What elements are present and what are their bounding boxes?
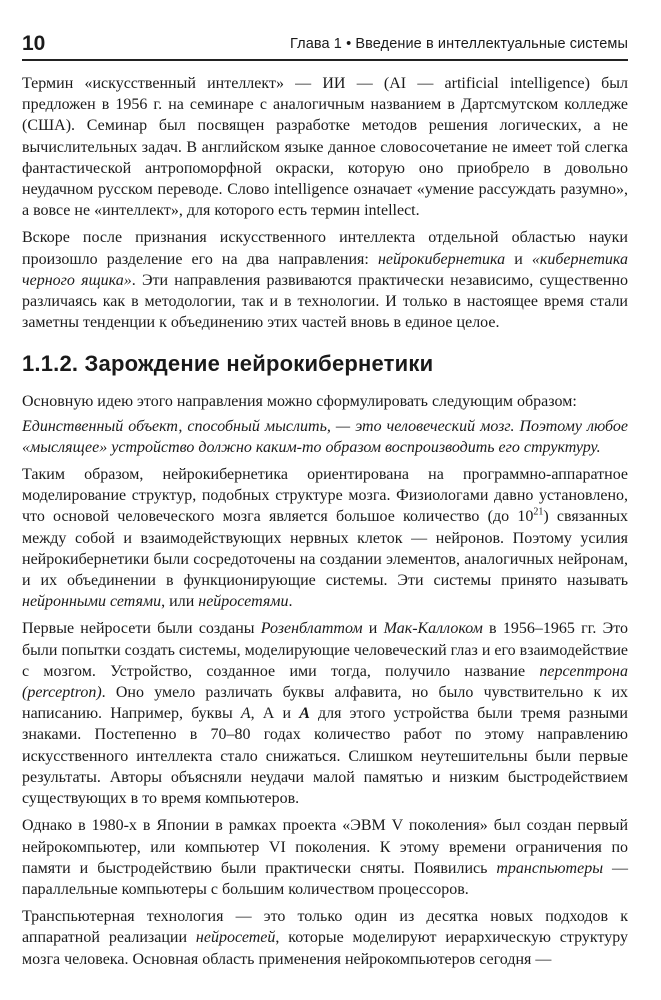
chapter-title: Глава 1 • Введение в интеллектуальные системы (290, 36, 628, 52)
paragraph-japan-project (22, 815, 628, 900)
text-run: Вскоре после признания искусственного интеллекта отдельной областью науки произошло разделение его на два направления: (22, 229, 628, 268)
term-transputers: транспьютеры (496, 859, 604, 877)
paragraph-main-idea: Основную идею этого направления можно сформулировать следующим образом: (22, 393, 577, 411)
letter-bold-italic-a: А (299, 705, 310, 723)
superscript-exponent: 21 (533, 507, 544, 519)
text-run: Однако в 1980-х в Японии в рамках проекта «ЭВМ V поколения» был создан первый нейрокомпьютер, или компьютер VI поколения. К этому времени ограничения по памяти и быстродействию были практически сняты. Появились (22, 817, 628, 877)
term-neuronets-2: нейросетей (195, 929, 276, 947)
name-rosenblatt: Розенблаттом (260, 620, 363, 638)
running-head (22, 30, 628, 58)
page-number: 10 (22, 32, 46, 55)
text-run: . Оно умело различать буквы алфавита, но было чувствительно к их написанию. Например, буквы (22, 684, 628, 723)
text-run: в 1956–1965 гг. Это были попытки создать системы, моделирующие человеческий глаз и его взаимодействие с мозгом. Устройство, созданное ими тогда, получило название (22, 620, 629, 680)
text-run: , которые моделируют иерархическую структуру мозга человека. Основная область применения нейрокомпьютеров сегодня — (22, 929, 628, 968)
header-rule (22, 59, 628, 61)
paragraph-two-directions (22, 227, 628, 333)
text-run: . Эти направления развиваются практически независимо, существенно различаясь как в методологии, так и в технологии. И только в настоящее время стали заметны тенденции к объединению этих частей вновь в единое целое. (22, 271, 629, 332)
text-run: , или (161, 593, 199, 611)
paragraph-brain-modeling (22, 464, 628, 612)
text-run: и (505, 250, 532, 268)
text-run: , А и (250, 705, 300, 723)
term-neurocybernetics: нейрокибернетика (377, 250, 506, 268)
book-page (22, 0, 628, 1000)
text-run: . (288, 593, 293, 611)
text-run: Транспьютерная технология — это только один из десятка новых подходов к аппаратной реализации (22, 908, 628, 947)
text-run: для этого устройства были тремя разными знаками. Постепенно в 70–80 годах количество работ по этому направлению искусственного интеллекта стало снижаться. Слишком неутешительны были первые результаты. Авторы объясняли неудачи малой памятью и низким быстродействием существующих в то время компьютеров. (22, 705, 628, 808)
term-neuronets: нейросетями (198, 593, 289, 611)
paragraph-first-networks (22, 618, 628, 809)
term-black-box: «кибернетика черного ящика» (22, 250, 628, 289)
letter-italic-a: А (240, 705, 251, 723)
text-run: — параллельные компьютеры с большим количеством процессоров. (22, 859, 628, 898)
text-run: и (362, 620, 384, 638)
term-neural-networks: нейронными сетями (22, 593, 162, 611)
text-run: Первые нейросети были созданы (22, 620, 261, 638)
paragraph-ai-term: Термин «искусственный интеллект» — ИИ — (AI — artificial intelligence) был предложен в 1956 г. на семинаре с аналогичным названием в Дартсмутском колледже (США). Семинар был посвящен разработке методов решения логических, а не вычислительных задач. В английском языке данное словосочетание не имеет той слегка фантастической антропоморфной окраски, которую оно приобрело в довольно неудачном русском переводе. Слово intelligence означает «умение рассуждать разумно», а вовсе не «интеллект», для которого есть термин intellect. (22, 75, 628, 220)
term-perceptron: персептрона (perceptron) (22, 662, 628, 702)
text-run: Таким образом, нейрокибернетика ориентирована на программно-аппаратное моделирование структур, подобных структуре мозга. Физиологами давно установлено, что основой человеческого мозга является большое количество (до 10 (22, 466, 628, 526)
section-heading: 1.1.2. Зарождение нейрокибернетики (22, 351, 434, 377)
text-run: ) связанных между собой и взаимодействующих нервных клеток — нейронов. Поэтому усилия нейрокибернетики были сосредоточены на создании элементов, аналогичных нейронам, и их объединении в функционирующие системы. Эти системы принято называть (22, 508, 628, 590)
name-mcculloch: Мак-Каллоком (383, 620, 483, 638)
paragraph-thesis: Единственный объект, способный мыслить, — это человеческий мозг. Поэтому любое «мыслящее» устройство должно каким-то образом воспроизводить его структуру. (22, 417, 628, 456)
body-text (22, 73, 628, 976)
paragraph-transputer-technology (22, 906, 628, 970)
